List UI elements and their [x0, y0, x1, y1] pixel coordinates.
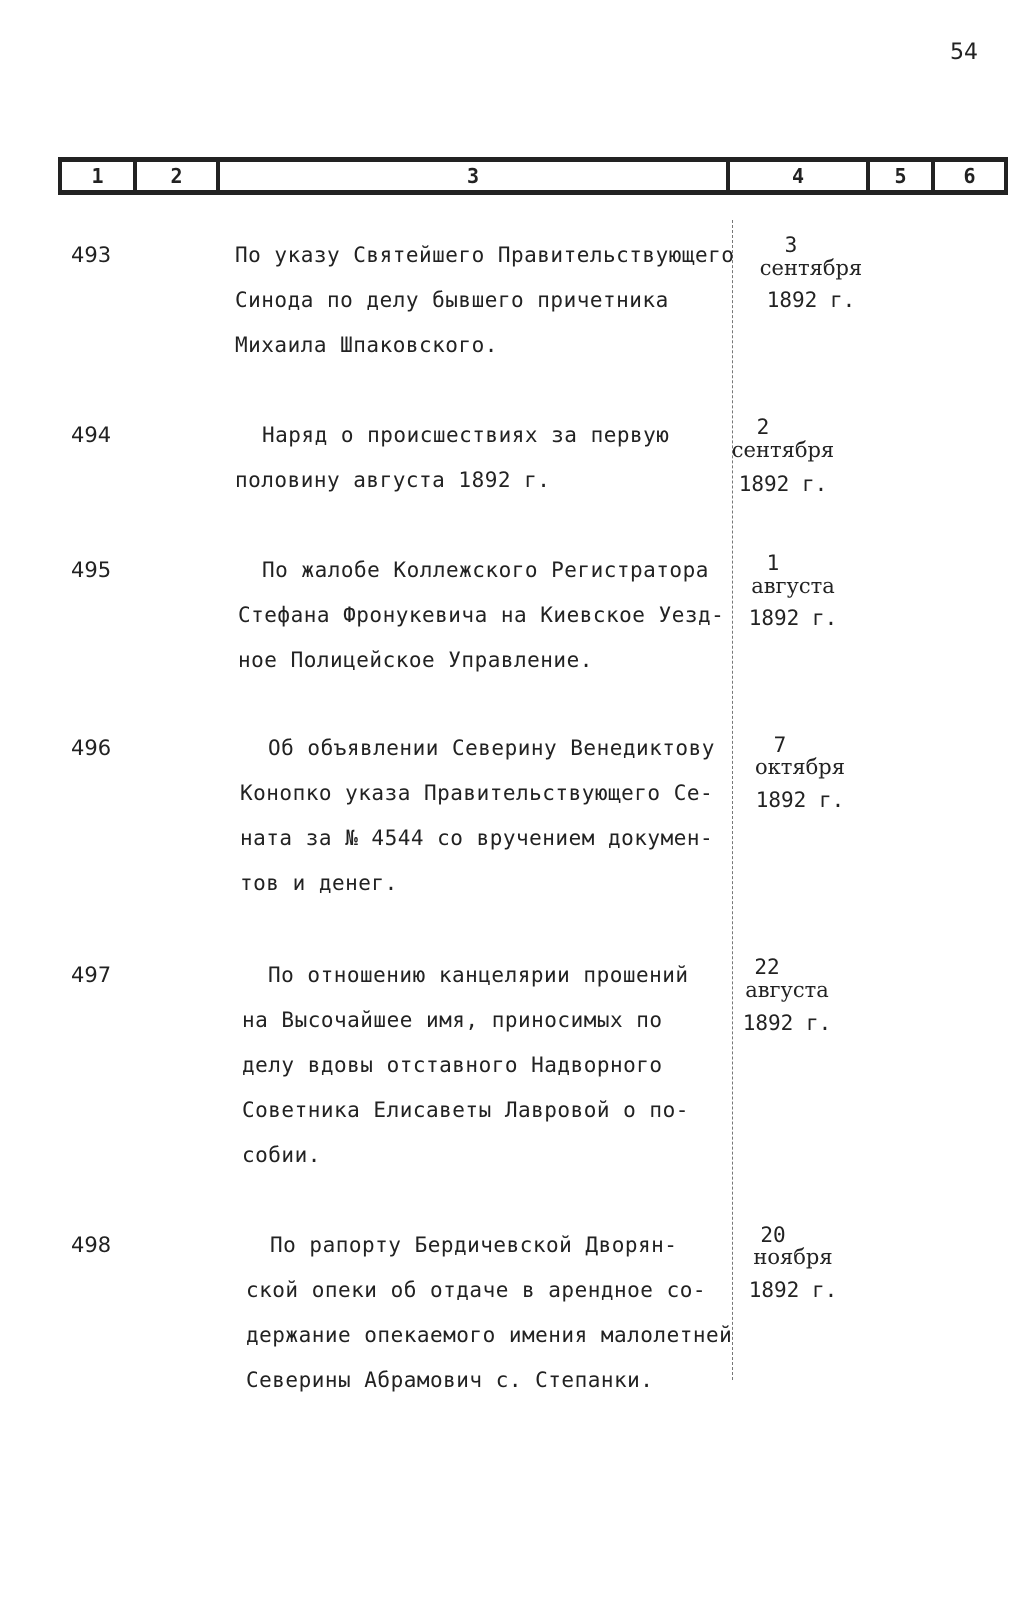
entry-date-month: октября — [755, 755, 845, 779]
entry-date-year: 1892 г. — [738, 472, 828, 496]
entry-description-line: Синода по делу бывшего причетника — [235, 288, 669, 312]
column-header-5: 5 — [866, 162, 931, 190]
entry-description-line: Советника Елисаветы Лавровой о по- — [242, 1098, 689, 1122]
entry-number: 496 — [71, 736, 112, 760]
entry-number: 498 — [71, 1233, 112, 1257]
entry-description-line: собии. — [242, 1143, 321, 1167]
entry-description-line: По отношению канцелярии прошений — [268, 963, 689, 987]
entry-number: 493 — [71, 243, 112, 267]
entry-description-line: тов и денег. — [240, 871, 398, 895]
entry-description-line: на Высочайшее имя, приносимых по — [242, 1008, 663, 1032]
entry-description-line: делу вдовы отставного Надворного — [242, 1053, 663, 1077]
entry-description-line: Михаила Шпаковского. — [235, 333, 498, 357]
column-header-1: 1 — [58, 162, 133, 190]
entry-description-line: Об объявлении Северину Венедиктову — [268, 736, 715, 760]
entry-date-year: 1892 г. — [742, 1011, 832, 1035]
column-header-2: 2 — [133, 162, 216, 190]
column-header-6: 6 — [931, 162, 1008, 190]
entry-description-line: держание опекаемого имения малолетней — [246, 1323, 733, 1347]
entry-date-year: 1892 г. — [748, 606, 838, 630]
column-header-bar — [58, 157, 1008, 195]
entry-number: 497 — [71, 963, 112, 987]
column-header-4: 4 — [726, 162, 866, 190]
entry-date-year: 1892 г. — [766, 288, 856, 312]
entry-description-line: По рапорту Бердичевской Дворян- — [270, 1233, 678, 1257]
entry-description-line: Конопко указа Правительствующего Се- — [240, 781, 714, 805]
page-number: 54 — [950, 40, 978, 65]
entry-number: 495 — [71, 558, 112, 582]
entry-date-month: августа — [751, 574, 835, 598]
column-header-3: 3 — [216, 162, 726, 190]
entry-number: 494 — [71, 423, 112, 447]
entry-description-line: ской опеки об отдаче в арендное со- — [246, 1278, 707, 1302]
entry-description-line: Стефана Фронукевича на Киевское Уезд- — [238, 603, 725, 627]
entry-description-line: По жалобе Коллежского Регистратора — [262, 558, 709, 582]
entry-date-day: 7 — [773, 733, 787, 757]
entry-description-line: Наряд о происшествиях за первую — [262, 423, 670, 447]
entry-date-day: 22 — [754, 955, 780, 979]
column-divider — [732, 220, 733, 1380]
entry-date-day: 3 — [784, 233, 798, 257]
entry-description-line: По указу Святейшего Правительствующего — [235, 243, 735, 267]
entry-date-month: сентября — [759, 256, 863, 280]
entry-description-line: половину августа 1892 г. — [235, 468, 551, 492]
entry-date-month: августа — [745, 978, 829, 1002]
entry-date-month: сентября — [731, 438, 835, 462]
entry-description-line: ната за № 4544 со вручением докумен- — [240, 826, 714, 850]
entry-description-line: Северины Абрамович с. Степанки. — [246, 1368, 654, 1392]
entry-date-day: 20 — [760, 1223, 786, 1247]
entry-date-day: 1 — [766, 551, 780, 575]
entry-date-year: 1892 г. — [748, 1278, 838, 1302]
entry-date-year: 1892 г. — [755, 788, 845, 812]
entry-date-day: 2 — [756, 415, 770, 439]
entry-description-line: ное Полицейское Управление. — [238, 648, 593, 672]
entry-date-month: ноября — [753, 1245, 833, 1269]
